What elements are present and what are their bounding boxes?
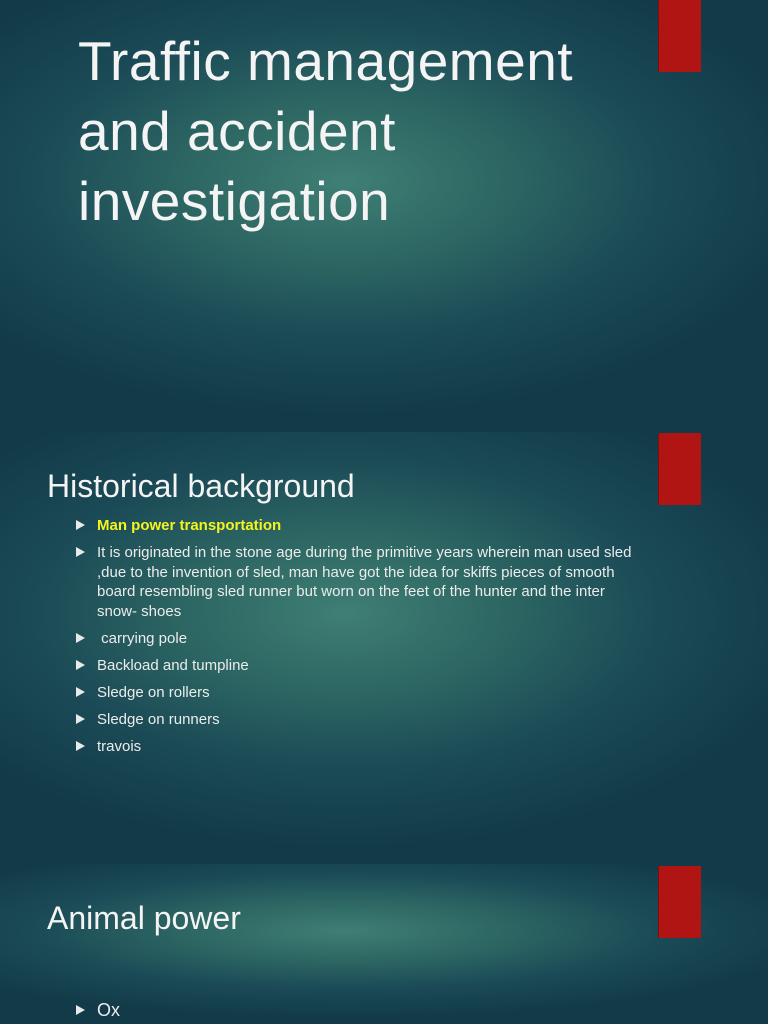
bullet-text: carrying pole [97, 629, 188, 647]
red-accent-bar [658, 0, 701, 72]
triangle-bullet-icon [76, 520, 85, 530]
red-accent-bar [658, 433, 701, 505]
list-item [76, 737, 636, 757]
list-item [76, 516, 636, 536]
title-slide [0, 0, 768, 432]
slide-title: Traffic management and accident investigation [78, 30, 574, 232]
section-title: Historical background [47, 468, 355, 504]
bullet-text: Man power transportation [97, 517, 282, 534]
bullet-text: Sledge on rollers [97, 683, 210, 701]
bullet-text: Ox [97, 1000, 121, 1020]
list-item [76, 543, 636, 621]
list-item [76, 1000, 636, 1020]
list-item [76, 629, 636, 649]
animal-power-slide [0, 864, 768, 1024]
triangle-bullet-icon [76, 1005, 85, 1015]
triangle-bullet-icon [76, 660, 85, 670]
list-item [76, 710, 636, 730]
bullet-list [76, 1000, 636, 1024]
bullet-text: Backload and tumpline [97, 656, 249, 674]
triangle-bullet-icon [76, 714, 85, 724]
bullet-text: Sledge on runners [97, 710, 220, 728]
historical-background-slide [0, 432, 768, 864]
list-item [76, 656, 636, 676]
bullet-text: It is originated in the stone age during the primitive years wherein man used sled ,due to the invention of sled, man have got the idea for skiffs pieces of smooth board resembling sled runner but worn on the feet of the hunter and the inter snow- shoes [97, 544, 632, 620]
triangle-bullet-icon [76, 687, 85, 697]
section-title: Animal power [47, 900, 241, 936]
triangle-bullet-icon [76, 741, 85, 751]
list-item [76, 683, 636, 703]
triangle-bullet-icon [76, 547, 85, 557]
red-accent-bar [658, 866, 701, 938]
triangle-bullet-icon [76, 633, 85, 643]
bullet-list [76, 516, 636, 764]
bullet-text: travois [97, 737, 142, 755]
